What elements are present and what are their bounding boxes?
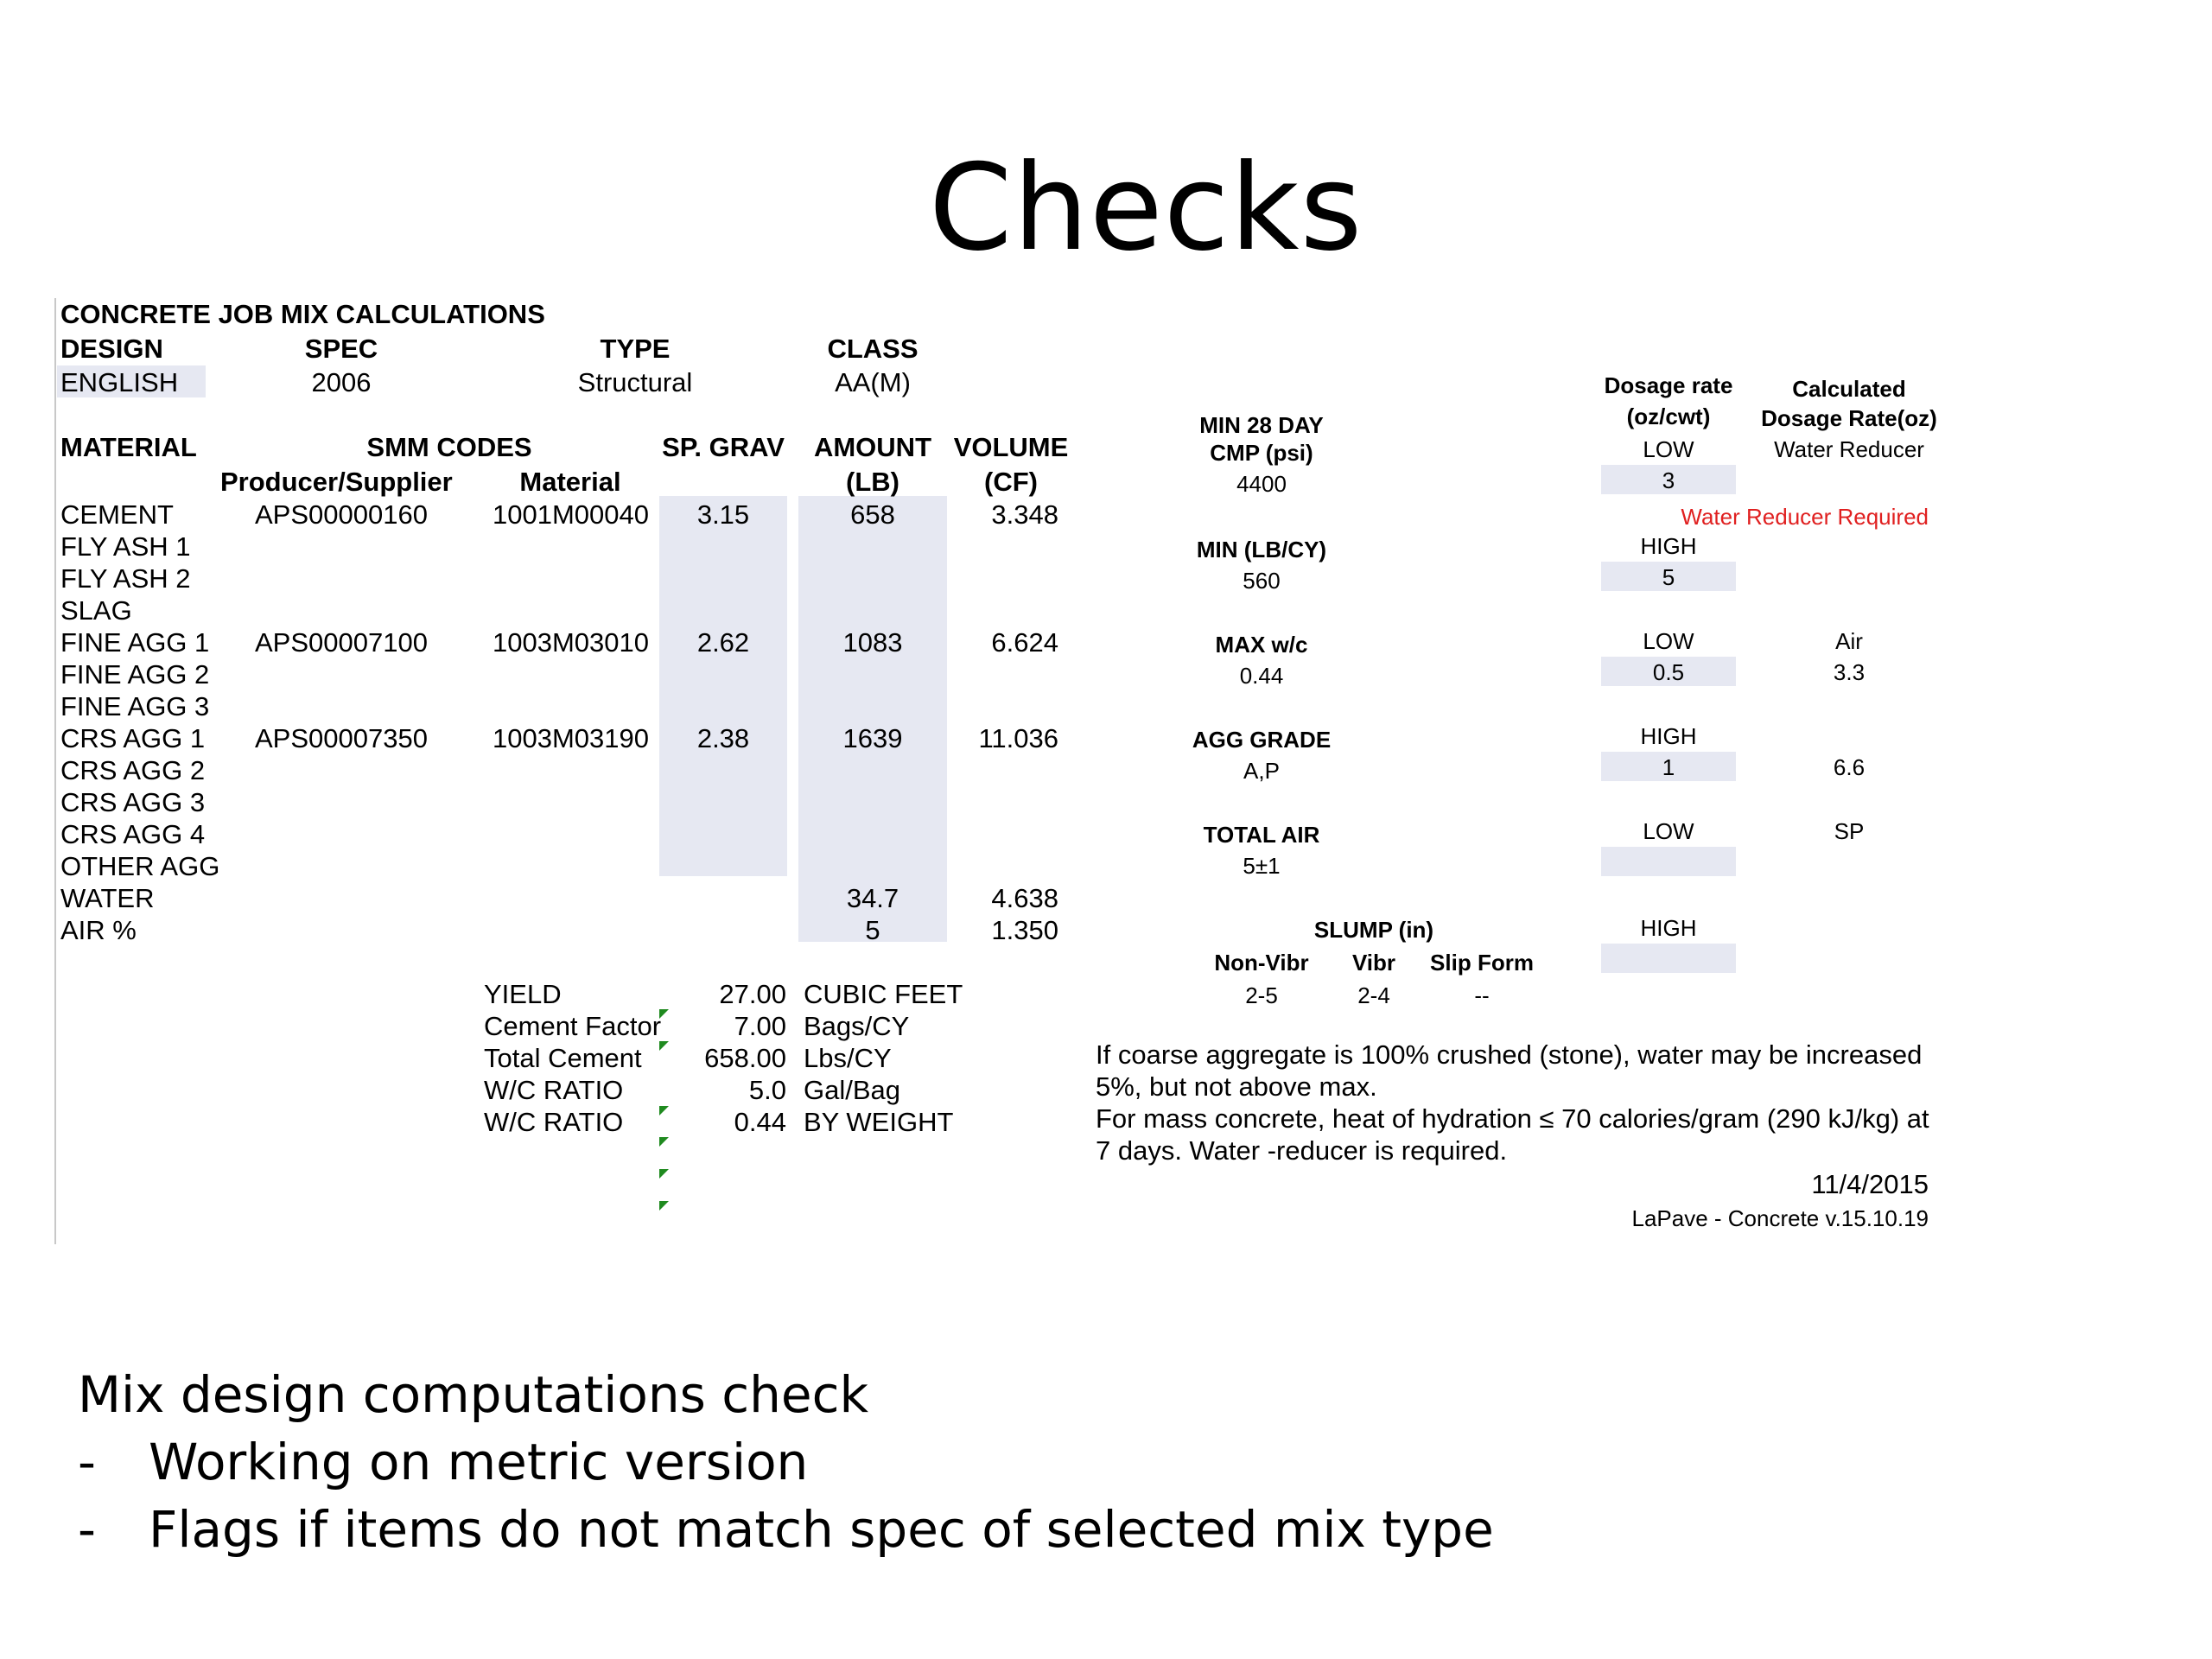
wr-low-label: LOW (1643, 436, 1694, 462)
amount-value: 1639 (842, 723, 903, 753)
type-value: Structural (577, 367, 693, 397)
sheet-date: 11/4/2015 (1811, 1169, 1929, 1199)
air-high-calc: 6.6 (1833, 754, 1866, 780)
sheet-left-border (54, 298, 56, 1244)
class-label: CLASS (827, 334, 918, 364)
total-air-value: 5±1 (1243, 853, 1281, 879)
col-volume: VOLUME (953, 432, 1069, 462)
calc-header-2: Dosage Rate(oz) (1761, 405, 1937, 431)
col-material: MATERIAL (60, 432, 197, 462)
air-high-value: 1 (1662, 754, 1675, 780)
material-name: FLY ASH 2 (60, 563, 191, 594)
slump-vibr-label: Vibr (1351, 950, 1396, 976)
sp-grav-column-shade (659, 496, 787, 876)
material-code: 1001M00040 (493, 499, 649, 530)
design-label: DESIGN (60, 334, 163, 364)
water-reducer-warning: Water Reducer Required (1681, 504, 1929, 530)
dosage-cell-shade-6 (1601, 944, 1736, 973)
summary-label: Cement Factor (484, 1011, 662, 1041)
amount-value: 1083 (842, 627, 903, 658)
agg-grade-value: A,P (1243, 758, 1280, 784)
producer-code: APS00007100 (255, 627, 428, 658)
sp-low-label: LOW (1643, 818, 1694, 844)
sp-grav-value: 3.15 (696, 499, 750, 530)
sheet-heading: CONCRETE JOB MIX CALCULATIONS (60, 299, 545, 329)
spec-value: 2006 (311, 367, 372, 397)
summary-unit: Bags/CY (804, 1011, 910, 1041)
material-name: SLAG (60, 595, 132, 626)
summary-value: 5.0 (748, 1075, 786, 1105)
summary-unit: CUBIC FEET (804, 979, 963, 1009)
summary-value: 0.44 (734, 1107, 786, 1137)
amount-value: 5 (865, 915, 880, 945)
bullet-list (78, 1361, 1494, 1563)
volume-value: 6.624 (991, 627, 1058, 658)
comment-flag-icon (659, 1009, 669, 1019)
bullet-text: Working on metric version (149, 1433, 809, 1491)
sp-high-label: HIGH (1640, 915, 1697, 941)
total-air-label: TOTAL AIR (1203, 822, 1320, 848)
slump-nonvibr-label: Non-Vibr (1214, 950, 1309, 976)
summary-value: 27.00 (719, 979, 786, 1009)
air-high-label: HIGH (1640, 723, 1697, 749)
summary-label: Total Cement (484, 1043, 642, 1073)
note-line: 7 days. Water -reducer is required. (1096, 1135, 1508, 1166)
min28-label-2: CMP (psi) (1210, 440, 1313, 466)
amount-value: 34.7 (846, 883, 899, 913)
max-wc-value: 0.44 (1239, 663, 1284, 689)
bullet-main: Mix design computations check (78, 1365, 869, 1424)
bullet-dash: - (78, 1433, 96, 1491)
sp-label: SP (1834, 818, 1865, 844)
amount-column-shade (798, 496, 947, 942)
sp-grav-value: 2.62 (696, 627, 750, 658)
material-name: CRS AGG 2 (60, 755, 206, 785)
air-label: Air (1835, 628, 1863, 654)
bullet-item (78, 1496, 1494, 1563)
volume-value: 11.036 (978, 723, 1058, 753)
min28-label-1: MIN 28 DAY (1199, 412, 1324, 438)
agg-grade-label: AGG GRADE (1192, 727, 1332, 753)
material-name: OTHER AGG (60, 851, 220, 881)
class-value: AA(M) (835, 367, 911, 397)
slump-nonvibr-value: 2-5 (1245, 982, 1278, 1008)
air-low-value: 0.5 (1652, 659, 1685, 685)
slide-title: Checks (929, 138, 1363, 277)
material-name: CRS AGG 4 (60, 819, 206, 849)
min28-value: 4400 (1236, 471, 1287, 497)
material-name: FLY ASH 1 (60, 531, 191, 562)
col-material-code: Material (519, 467, 621, 497)
volume-value: 3.348 (991, 499, 1058, 530)
col-sp-grav: SP. GRAV (662, 432, 785, 462)
volume-value: 1.350 (991, 915, 1058, 945)
col-amount: AMOUNT (813, 432, 932, 462)
design-value: ENGLISH (60, 367, 179, 397)
water-reducer-label: Water Reducer (1774, 436, 1924, 462)
max-wc-label: MAX w/c (1215, 632, 1308, 658)
material-name: AIR % (60, 915, 137, 945)
comment-flag-icon (659, 1169, 669, 1179)
material-name: WATER (60, 883, 155, 913)
calc-header-1: Calculated (1792, 376, 1906, 402)
sheet-version: LaPave - Concrete v.15.10.19 (1631, 1205, 1929, 1231)
note-line: If coarse aggregate is 100% crushed (stone), water may be increased (1096, 1039, 1923, 1070)
col-smm-codes: SMM CODES (366, 432, 532, 462)
slump-slip-value: -- (1474, 982, 1490, 1008)
dosage-cell-shade-5 (1601, 847, 1736, 876)
material-name: FINE AGG 3 (60, 691, 210, 721)
slump-slip-label: Slip Form (1430, 950, 1534, 976)
air-low-label: LOW (1643, 628, 1694, 654)
material-name: CRS AGG 1 (60, 723, 206, 753)
summary-label: W/C RATIO (484, 1075, 624, 1105)
slump-label: SLUMP (in) (1313, 917, 1434, 943)
col-producer: Producer/Supplier (220, 467, 453, 497)
producer-code: APS00007350 (255, 723, 428, 753)
producer-code: APS00000160 (255, 499, 428, 530)
material-name: CRS AGG 3 (60, 787, 206, 817)
air-low-calc: 3.3 (1833, 659, 1866, 685)
bullet-text: Flags if items do not match spec of selected mix type (149, 1500, 1494, 1559)
wr-high-label: HIGH (1640, 533, 1697, 559)
min-lbcy-value: 560 (1243, 568, 1281, 594)
summary-label: W/C RATIO (484, 1107, 624, 1137)
summary-unit: Lbs/CY (804, 1043, 892, 1073)
spec-label: SPEC (304, 334, 378, 364)
wr-high-value: 5 (1662, 564, 1675, 590)
summary-unit: BY WEIGHT (804, 1107, 954, 1137)
comment-flag-icon (659, 1041, 669, 1051)
comment-flag-icon (659, 1137, 669, 1147)
summary-value: 658.00 (704, 1043, 786, 1073)
comment-flag-icon (659, 1106, 669, 1116)
material-name: FINE AGG 2 (60, 659, 210, 690)
type-label: TYPE (600, 334, 671, 364)
summary-unit: Gal/Bag (804, 1075, 901, 1105)
material-name: FINE AGG 1 (60, 627, 210, 658)
col-amount-unit: (LB) (846, 467, 899, 497)
comment-flag-icon (659, 1201, 669, 1211)
bullet-dash: - (78, 1500, 96, 1559)
wr-low-value: 3 (1662, 467, 1675, 493)
note-line: For mass concrete, heat of hydration ≤ 70 calories/gram (290 kJ/kg) at (1096, 1103, 1929, 1134)
material-code: 1003M03010 (493, 627, 649, 658)
sp-grav-value: 2.38 (696, 723, 750, 753)
col-volume-unit: (CF) (984, 467, 1038, 497)
volume-value: 4.638 (991, 883, 1058, 913)
material-code: 1003M03190 (493, 723, 649, 753)
dosage-header-2: (oz/cwt) (1626, 404, 1711, 429)
note-line: 5%, but not above max. (1096, 1071, 1377, 1102)
min-lbcy-label: MIN (LB/CY) (1196, 537, 1327, 563)
material-name: CEMENT (60, 499, 174, 530)
summary-value: 7.00 (734, 1011, 786, 1041)
amount-value: 658 (850, 499, 895, 530)
dosage-header-1: Dosage rate (1604, 372, 1733, 398)
summary-label: YIELD (484, 979, 562, 1009)
bullet-item (78, 1428, 1494, 1496)
slump-vibr-value: 2-4 (1357, 982, 1390, 1008)
